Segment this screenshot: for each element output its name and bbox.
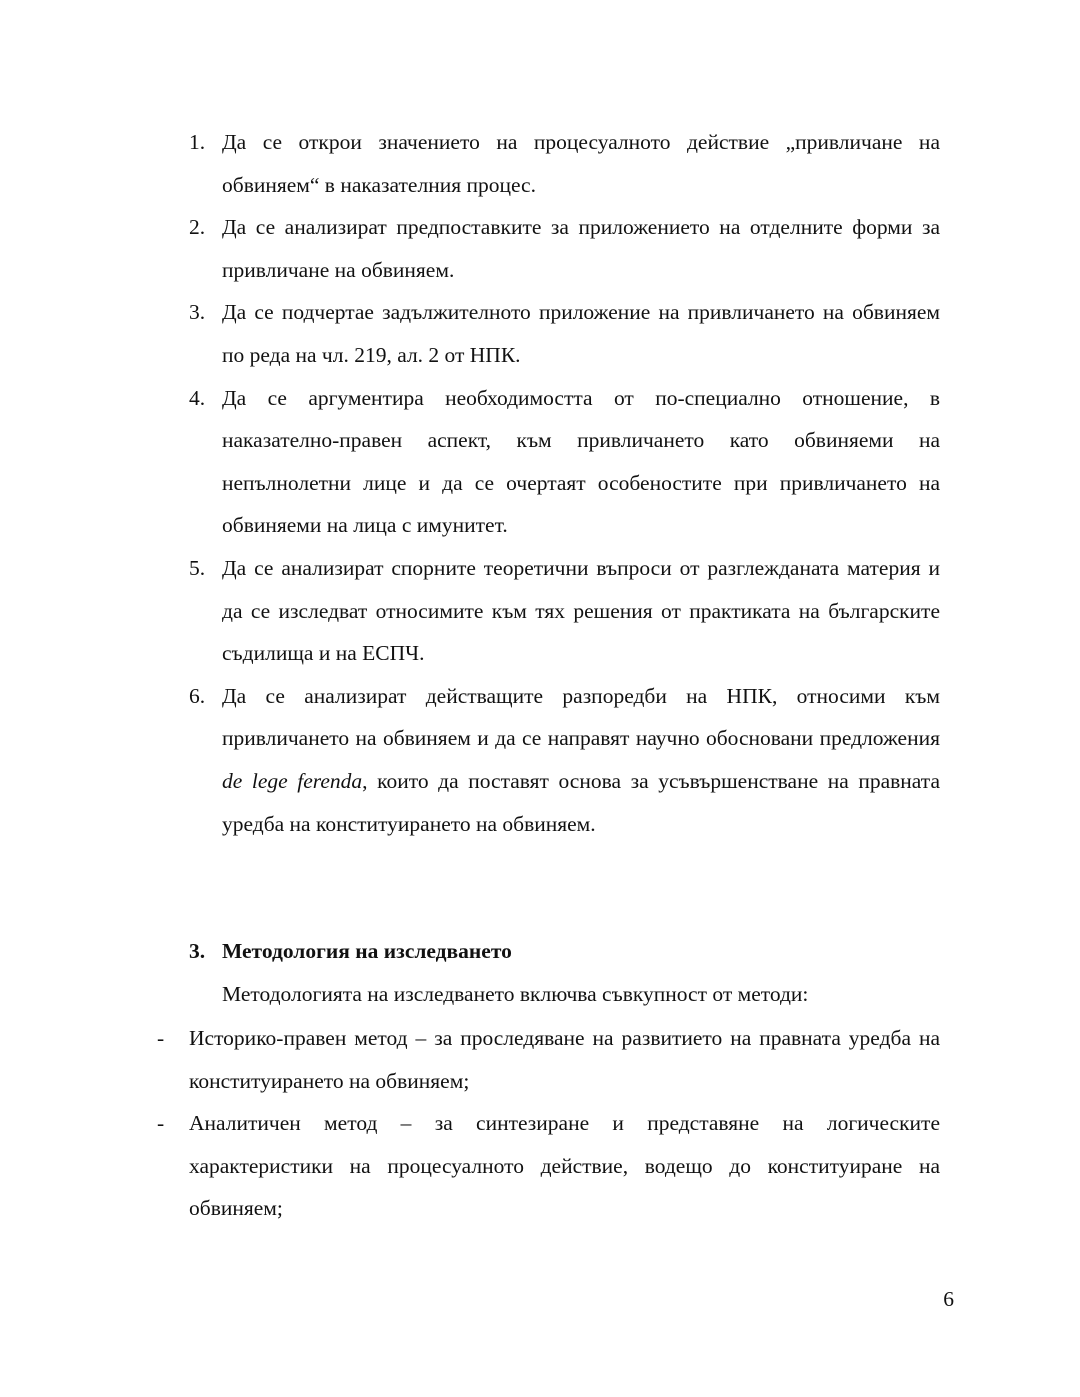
list-item-text: Да се открои значението на процесуалното действие „привличане на обвиняем“ в наказателния процес.	[222, 130, 940, 197]
list-item	[157, 1102, 940, 1230]
page-number: 6	[943, 1287, 954, 1311]
list-item-number: 4.	[189, 385, 206, 410]
methodology-section	[189, 930, 940, 1015]
list-item-text: Да се анализират спорните теоретични въпроси от разглежданата материя и да се изследват относимите към тях решения от практиката на българските съдилища и на ЕСПЧ.	[222, 555, 940, 666]
list-item-number: 5.	[189, 555, 206, 580]
list-item	[189, 377, 940, 547]
list-item-text: Аналитичен метод – за синтезиране и представяне на логическите характеристики на процесуалното действие, водещо до конституиране на обвиняем;	[189, 1111, 940, 1221]
methods-list	[157, 1017, 940, 1230]
list-item	[157, 1017, 940, 1102]
list-item-number: 6.	[189, 683, 206, 708]
list-item	[189, 121, 940, 206]
list-item	[189, 206, 940, 291]
list-item	[189, 547, 940, 675]
list-item-text: Да се аргументира необходимостта от по-специално отношение, в наказателно-правен аспект, към привличането като обвиняеми на непълнолетни лице и да се очертаят особеностите при привличането на обвиняеми на лица с имунитет.	[222, 385, 940, 538]
section-heading	[189, 930, 940, 973]
list-item-text: Да се анализират предпоставките за приложението на отделните форми за привличане на обвиняем.	[222, 215, 940, 282]
list-item-text-start: Да се анализират действащите разпоредби на НПК, относими към привличането на обвиняем и да се направят научно обосновани предложения	[222, 683, 940, 751]
list-item	[189, 291, 940, 376]
list-item	[189, 675, 940, 845]
list-item-number: 3.	[189, 300, 206, 325]
dash-bullet: -	[157, 1111, 165, 1136]
dash-bullet: -	[157, 1026, 165, 1050]
section-number: 3.	[189, 939, 206, 963]
section-title: Методология на изследването	[222, 939, 512, 963]
latin-phrase: de lege ferenda	[222, 768, 363, 793]
list-item-text: Да се подчертае задължителното приложение на привличането на обвиняем по реда на чл. 219, ал. 2 от НПК.	[222, 300, 940, 367]
objectives-list	[189, 121, 940, 845]
list-item-text-end: , които да поставят основа за усъвършенстване на правната уредба на конституирането на обвиняем.	[222, 768, 940, 836]
section-intro: Методологията на изследването включва съвкупност от методи:	[222, 981, 809, 1006]
list-item-number: 1.	[189, 130, 206, 154]
list-item-text: Историко-правен метод – за проследяване на развитието на правната уредба на конституирането на обвиняем;	[189, 1026, 940, 1093]
list-item-number: 2.	[189, 215, 206, 240]
